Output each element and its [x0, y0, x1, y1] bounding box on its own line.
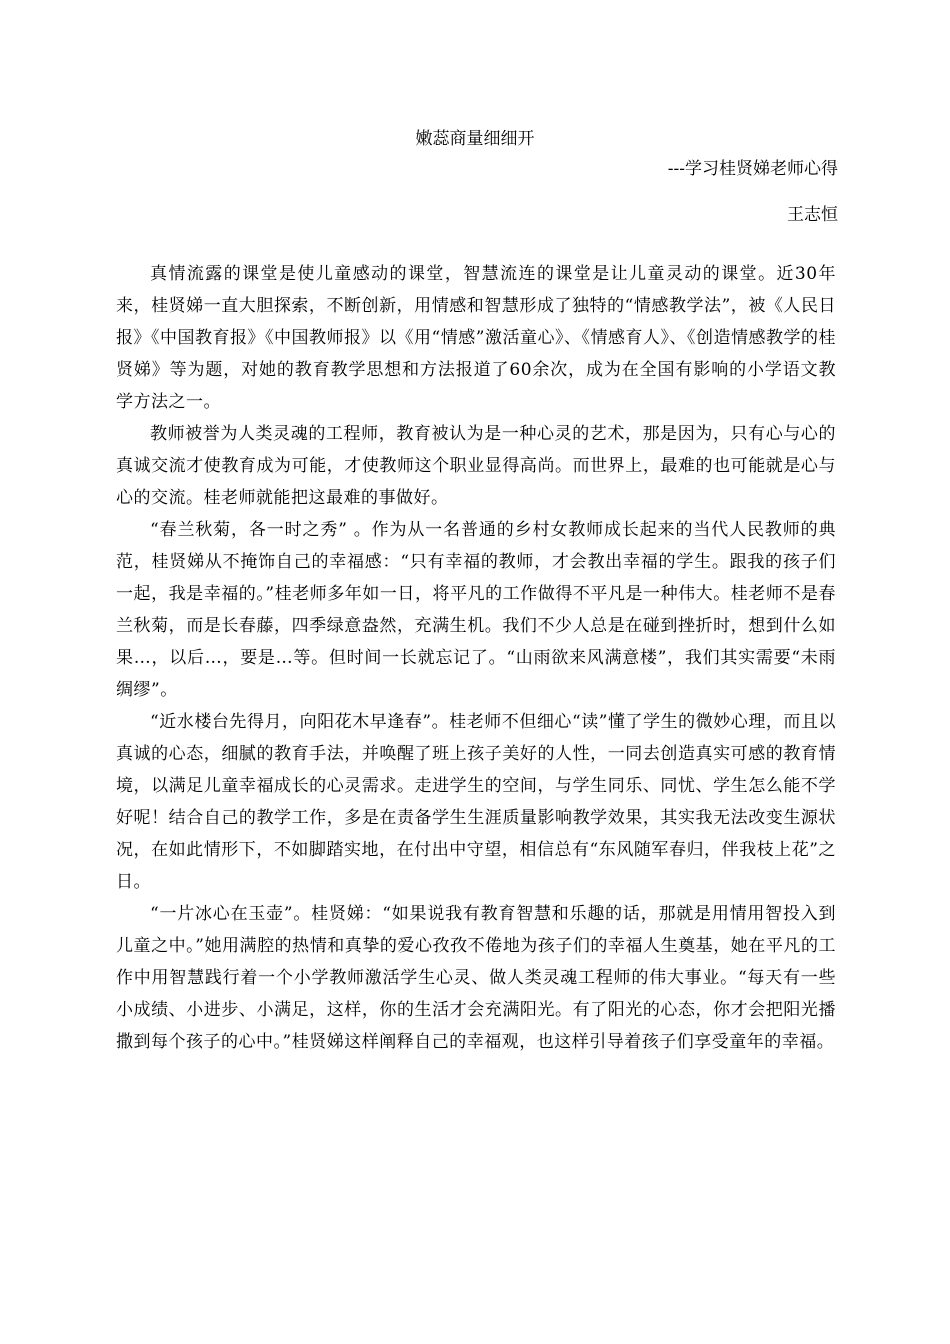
paragraph: 真情流露的课堂是使儿童感动的课堂，智慧流连的课堂是让儿童灵动的课堂。近30年来，桂贤娣一直大胆探索，不断创新，用情感和智慧形成了独特的“情感教学法”，被《人民日报》《中国教育报》《中国教师报》以《用“情感”激活童心》、《情感育人》、《创造情感教学的桂贤娣》等为题，对她的教育教学思想和方法报道了60余次，成为在全国有影响的小学语文教学方法之一。 — [116, 264, 836, 412]
paragraph: 教师被誉为人类灵魂的工程师，教育被认为是一种心灵的艺术，那是因为，只有心与心的真诚交流才使教育成为可能，才使教师这个职业显得高尚。而世界上，最难的也可能就是心与心的交流。桂老师就能把这最难的事做好。 — [116, 424, 836, 508]
paragraph: “一片冰心在玉壶”。桂贤娣：“如果说我有教育智慧和乐趣的话，那就是用情用智投入到儿童之中。”她用满腔的热情和真挚的爱心孜孜不倦地为孩子们的幸福人生奠基，她在平凡的工作中用智慧践行着一个小学教师激活学生心灵、做人类灵魂工程师的伟大事业。“每天有一些小成绩、小进步、小满足，这样，你的生活才会充满阳光。有了阳光的心态，你才会把阳光播撒到每个孩子的心中。”桂贤娣这样阐释自己的幸福观，也这样引导着孩子们享受童年的幸福。 — [116, 904, 836, 1052]
document-title: 嫩蕊商量细细开 — [415, 129, 535, 149]
document-author: 王志恒 — [787, 205, 838, 225]
document-body — [116, 258, 836, 1058]
paragraph: “春兰秋菊，各一时之秀” 。作为从一名普通的乡村女教师成长起来的当代人民教师的典范，桂贤娣从不掩饰自己的幸福感：“只有幸福的教师，才会教出幸福的学生。跟我的孩子们一起，我是幸福的。”桂老师多年如一日，将平凡的工作做得不平凡是一种伟大。桂老师不是春兰秋菊，而是长春藤，四季绿意盎然，充满生机。我们不少人总是在碰到挫折时，想到什么如果…，以后…，要是…等。但时间一长就忘记了。“山雨欲来风满意楼”，我们其实需要“未雨绸缪”。 — [116, 520, 836, 700]
paragraph: “近水楼台先得月，向阳花木早逢春”。桂老师不但细心“读”懂了学生的微妙心理，而且以真诚的心态，细腻的教育手法，并唤醒了班上孩子美好的人性，一同去创造真实可感的教育情境，以满足儿童幸福成长的心灵需求。走进学生的空间，与学生同乐、同忧、学生怎么能不学好呢！结合自己的教学工作，多是在责备学生生涯质量影响教学效果，其实我无法改变生源状况，在如此情形下，不如脚踏实地，在付出中守望，相信总有“东风随军春归，伴我枝上花”之日。 — [116, 712, 836, 892]
document-subtitle: ---学习桂贤娣老师心得 — [667, 159, 838, 179]
